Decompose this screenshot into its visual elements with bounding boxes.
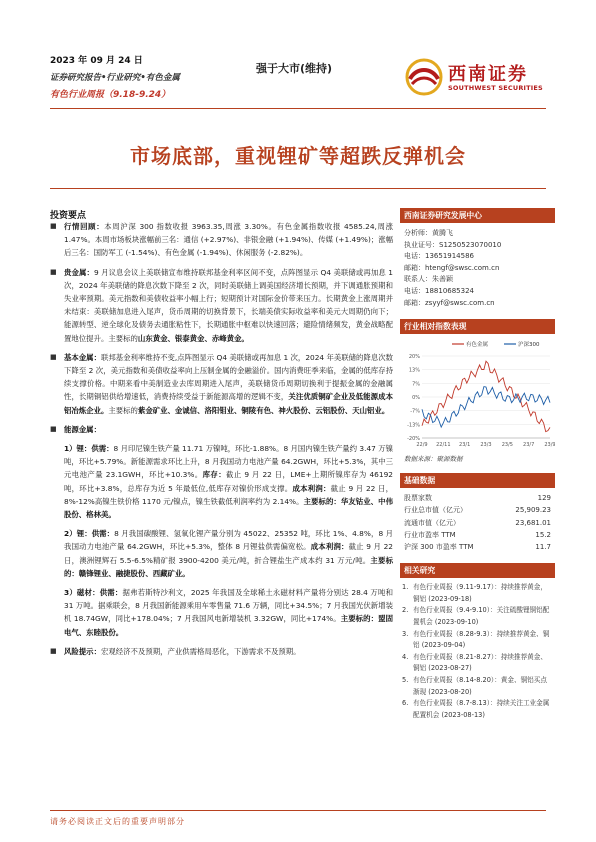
- x-tick-label: 23/7: [523, 442, 535, 449]
- section-heading: 投资要点: [50, 211, 87, 221]
- legend-label: 有色金属: [466, 342, 489, 349]
- analyst-list: [400, 223, 555, 309]
- table-row: 股票家数 129: [404, 494, 551, 503]
- y-tick-label: 13%: [408, 367, 420, 374]
- footer-divider: [50, 810, 546, 811]
- energy-magnet: 3）磁材：供需：据弗若斯特沙利文，2025 年我国及全球稀土永磁材料产量将分别达 28.4 万吨和 31 万吨。据乘联会，8 月我国新能源乘用车零售量 71.6 万辆，同比+34.5%；7 月我国光伏新增装机 18.74GW，同比+178.04%；7 月我国风电新增装机 3.32GW，同比+174%。主要标的：盟固电气、东睦股份。: [64, 588, 393, 637]
- y-tick-label: 0%: [412, 395, 420, 402]
- x-tick-label: 23/9: [544, 442, 555, 449]
- page-title: 市场底部，重视锂矿等超跌反弹机会: [130, 144, 466, 168]
- company-logo: [404, 57, 554, 97]
- analyst-email[interactable]: 邮箱：zsyyf@swsc.com.cn: [404, 298, 495, 307]
- sidebar: [400, 208, 555, 721]
- analyst-line: 执业证号：S1250523070010: [404, 240, 502, 249]
- analyst-line: 联系人：朱善颖: [404, 275, 453, 284]
- x-tick-label: 22/11: [436, 442, 451, 449]
- report-type: 证券研究报告•行业研究•有色金属: [50, 73, 180, 83]
- energy-lithium: 2）锂：供需：8 月我国碳酸锂、氢氧化锂产量分别为 45022、25352 吨，环比 1%、4.8%，8 月我国动力电池产量 64.2GWH，环比+5.3%，整体 8 月锂盐供需偏宽松。成本利润：截止 9 月 22 日，澳洲锂辉石 5.5-6.5%精矿报 3900-4200 美元/吨，折合锂盐生产成本约 31 万元/吨。主要标的：赣锋锂业、融捷股份、西藏矿业。: [64, 529, 393, 578]
- performance-chart: [400, 334, 555, 454]
- related-heading: 相关研究: [400, 563, 555, 578]
- y-tick-label: -7%: [410, 408, 420, 415]
- analyst-line: 分析师：黄腾飞: [404, 229, 453, 237]
- market-review: ■ 行情回顾：本周沪深 300 指数收报 3963.35,周涨 3.30%。有色金属指数收报 4585.24,周涨 1.47%。本周市场板块涨幅前三名：通信 (+2.97%)、非银金融 (+1.94%)、传媒 (+1.49%)；涨幅后三名：国防军工 (-1.54%)、有色金属 (-1.94%)、休闲服务 (-2.82%)。: [50, 220, 393, 260]
- related-item[interactable]: 4. 有色行业周报（8.21-8.27）：持续推荐黄金、铜铝 (2023-08-27): [402, 652, 547, 673]
- performance-heading: 行业相对指数表现: [400, 319, 555, 334]
- x-tick-label: 23/3: [480, 442, 492, 449]
- report-date: 2023 年 09 月 24 日: [50, 56, 143, 66]
- analyst-line: 电话：13651914586: [404, 252, 474, 261]
- precious-metals: ■ 贵金属：9 月议息会议上美联储宣布维持联邦基金利率区间不变，点阵图显示 Q4 美联储或再加息 1 次，2024 年美联储的降息次数下降至 2 次，同时美联储上调美国经济增长预期，并下调通胀预期和失业率预期。美元指数和美债收益率小幅上行；短期预计对国际金价带来压力。长期黄金上涨周期并未结束：美联储加息进入尾声，货币周期的切换背景下，长端美债实际收益率和美元大周期仍向下；能源转型、逆全球化及债务去通胀粘性下，长期通胀中枢难以快速回落；避险情绪频发，黄金战略配置地位提升。主要标的山东黄金、银泰黄金、赤峰黄金。: [50, 266, 393, 345]
- performance-chart-svg: [400, 334, 555, 454]
- series-line: [422, 387, 550, 428]
- x-tick-label: 23/5: [501, 442, 513, 449]
- x-tick-label: 22/9: [416, 442, 428, 449]
- analyst-email[interactable]: 邮箱：htengf@swsc.com.cn: [404, 263, 500, 272]
- related-item[interactable]: 6. 有色行业周报（8.7-8.13）：持续关注工业金属配置机会 (2023-08-13): [402, 699, 550, 719]
- energy-metals: ■ 能源金属：: [50, 423, 393, 436]
- basic-data-heading: 基础数据: [400, 473, 555, 488]
- legend-label: 沪深300: [518, 342, 540, 349]
- base-metals: ■ 基本金属：联邦基金利率维持不变,点阵图显示 Q4 美联储或再加息 1 次，2024 年美联储的降息次数下降至 2 次，美元指数和美债收益率向上压制金属的金融溢价。国内消费旺季来临，金属的低库存持续支撑价格。中期来看中美制造业去库周期进入尾声，美联储货币周期切换利于提振金属的金融属性，长期铜铝供给增速低，消费持续受益于新能源高增的逻辑不变，关注优质铜矿企业及低能源成本铝冶炼企业。主要标的紫金矿业、金诚信、洛阳钼业、铜陵有色、神火股份、云铝股份、天山铝业。: [50, 351, 393, 417]
- header-divider: [50, 108, 546, 109]
- related-item[interactable]: 3. 有色行业周报（8.28-9.3）：持续推荐黄金、铜铝 (2023-09-04): [402, 629, 550, 650]
- y-tick-label: -20%: [407, 436, 420, 443]
- table-row: 沪深 300 市盈率 TTM 11.7: [404, 542, 551, 551]
- footer-disclaimer: 请务必阅读正文后的重要声明部分: [50, 817, 185, 826]
- table-row: 流通市值（亿元） 23,681.01: [404, 518, 551, 527]
- y-tick-label: -13%: [407, 422, 420, 429]
- table-row: 行业市盈率 TTM 15.2: [404, 530, 551, 539]
- risk-warning: ■ 风险提示：宏观经济不及预期，产业供需格局恶化，下游需求不及预期。: [50, 645, 393, 658]
- weekly-label: 有色行业周报（9.18-9.24）: [50, 90, 171, 100]
- related-item[interactable]: 1. 有色行业周报（9.11-9.17）：持续推荐黄金，铜铝 (2023-09-18): [402, 583, 547, 603]
- table-row: 行业总市值（亿元） 25,909.23: [404, 506, 551, 515]
- x-tick-label: 23/1: [459, 442, 471, 449]
- y-tick-label: 7%: [412, 381, 420, 388]
- basic-data-table: [400, 492, 555, 553]
- analyst-line: 电话：18810685324: [404, 286, 474, 295]
- logo-mark-icon: [404, 57, 444, 97]
- related-item[interactable]: 5. 有色行业周报（8.14-8.20）：黄金、铜铝买点渐现 (2023-08-20): [402, 675, 547, 696]
- related-item[interactable]: 2. 有色行业周报（9.4-9.10）：关注硫酸锂铜铝配置机会 (2023-09-10): [402, 606, 550, 626]
- summary-body: [50, 220, 393, 658]
- logo-text: 西南证券: [448, 64, 528, 85]
- y-tick-label: 20%: [408, 354, 420, 361]
- team-heading: 西南证券研究发展中心: [400, 208, 555, 223]
- related-list: [400, 578, 555, 721]
- logo-subtext: SOUTHWEST SECURITIES: [448, 84, 543, 92]
- title-divider: [50, 188, 546, 189]
- series-line: [422, 361, 550, 431]
- chart-source: 数据来源：聚源数据: [404, 455, 463, 464]
- energy-nickel: 1）锂：供需：8 月印尼镍生铁产量 11.71 万镍吨，环比-1.88%。8 月国内镍生铁产量约 3.47 万镍吨，环比+5.79%。新能源需求环比上升，8 月我国动力电池产量 64.2GWH，环比+5.3%，其中三元电池产量 23.1GWH，环比+10.3%。库存：截止 9 月 22 日，LME+上期所镍库存为 46192 吨，环比+3.8%，总库存为近 5 年最低位,低库存对镍价形成支撑。成本利润：截止 9 月 22 日，8%-12%高镍生铁价格 1170 元/镍点，镍生铁截低利润率约为 2.14%。主要标的：华友钴业、中伟股份、格林美。: [64, 444, 393, 520]
- rating: 强于大市(维持): [256, 62, 333, 75]
